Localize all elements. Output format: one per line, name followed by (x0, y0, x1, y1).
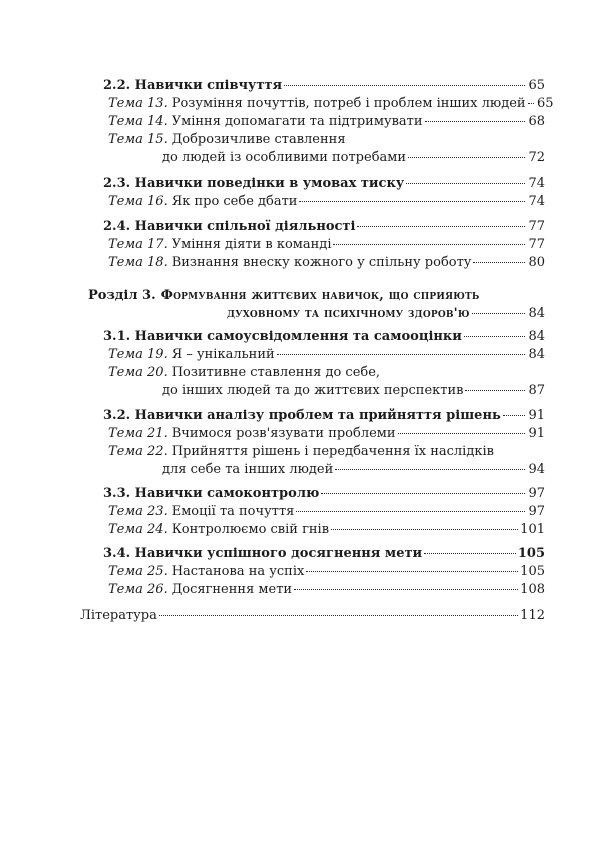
toc-page-number: 80 (528, 255, 545, 270)
toc-section-title: 2.4. Навички спільної діяльності (103, 219, 356, 234)
toc-page-number: 68 (528, 114, 545, 129)
dot-leader (503, 415, 525, 416)
toc-section-title: 3.3. Навички самоконтролю (103, 486, 320, 501)
toc-page-number: 108 (520, 582, 545, 597)
toc-tema-label: Тема 14. (108, 114, 168, 129)
toc-tema-label: Тема 21. (108, 426, 168, 441)
toc-tema-title: Позитивне ставлення до себе, (171, 365, 381, 380)
toc-section-title: 2.3. Навички поведінки в умовах тиску (103, 176, 405, 191)
dot-leader (277, 354, 525, 355)
toc-entry-tema-13[interactable] (108, 95, 554, 113)
toc-section-title: 2.2. Навички співчуття (103, 78, 283, 93)
dot-leader (473, 262, 525, 263)
toc-tema-label: Тема 23. (108, 504, 168, 519)
toc-entry-section-2-2[interactable] (103, 77, 545, 95)
dot-leader (306, 571, 518, 572)
toc-entry-tema-20[interactable] (108, 364, 545, 382)
toc-tema-label: Тема 18. (108, 255, 168, 270)
toc-entry-section-2-3[interactable] (103, 175, 545, 193)
toc-entry-tema-22[interactable] (108, 443, 545, 461)
toc-section-title: 3.4. Навички успішного досягнення мети (103, 546, 423, 561)
toc-tema-label: Тема 26. (108, 582, 168, 597)
toc-tema-label: Тема 19. (108, 347, 168, 362)
toc-entry-tema-16[interactable] (108, 193, 545, 211)
dot-leader (294, 589, 518, 590)
dot-leader (159, 615, 518, 616)
toc-page-number: 84 (528, 329, 545, 344)
toc-tema-title: Досягнення мети (171, 582, 293, 597)
toc-chapter-title: духовному та психічному здоров'ю (227, 306, 470, 321)
toc-page-number: 87 (528, 383, 545, 398)
toc-tema-label: Тема 13. (108, 96, 168, 111)
dot-leader (331, 529, 518, 530)
toc-entry-literature[interactable] (80, 607, 545, 625)
toc-tema-label: Тема 22. (108, 444, 168, 459)
toc-page-number: 77 (528, 219, 545, 234)
toc-page-number: 97 (528, 486, 545, 501)
dot-leader (464, 336, 525, 337)
toc-page-number: 94 (528, 462, 545, 477)
dot-leader (357, 226, 525, 227)
toc-entry-tema-21[interactable] (108, 425, 545, 443)
toc-page-number: 74 (528, 176, 545, 191)
dot-leader (296, 511, 525, 512)
toc-entry-section-3-2[interactable] (103, 407, 545, 425)
toc-page-number: 74 (528, 194, 545, 209)
toc-page-number: 84 (528, 347, 545, 362)
toc-tema-label: Тема 24. (108, 522, 168, 537)
toc-tema-title: для себе та інших людей (162, 462, 334, 477)
toc-tema-title: Настанова на успіх (171, 564, 305, 579)
toc-page-number: 105 (517, 546, 545, 561)
toc-entry-section-3-3[interactable] (103, 485, 545, 503)
toc-tema-title: Як про себе дбати (171, 194, 298, 209)
toc-tema-title: Уміння допомагати та підтримувати (171, 114, 423, 129)
toc-page-number: 97 (528, 504, 545, 519)
toc-tema-title: Вчимося розв'язувати проблеми (171, 426, 396, 441)
toc-tema-label: Тема 20. (108, 365, 168, 380)
toc-entry-tema-15[interactable] (108, 131, 545, 149)
dot-leader (528, 103, 534, 104)
toc-page-number: 91 (528, 408, 545, 423)
dot-leader (465, 390, 525, 391)
toc-entry-section-2-4[interactable] (103, 218, 545, 236)
toc-tema-title: Контролюємо свій гнів (171, 522, 330, 537)
toc-tema-title: Прийняття рішень і передбачення їх наслідків (171, 444, 494, 459)
dot-leader (406, 183, 525, 184)
toc-entry-tema-15-cont[interactable] (162, 149, 545, 167)
toc-page-number: 77 (528, 237, 545, 252)
dot-leader (425, 121, 525, 122)
toc-entry-tema-23[interactable] (108, 503, 545, 521)
toc-tema-title: Уміння діяти в команді (171, 237, 332, 252)
toc-tema-title: Розуміння почуттів, потреб і проблем інших людей (171, 96, 526, 111)
dot-leader (408, 157, 525, 158)
toc-entry-tema-17[interactable] (108, 236, 545, 254)
toc-tema-label: Тема 17. (108, 237, 168, 252)
toc-page-number: 112 (520, 608, 545, 623)
toc-entry-tema-24[interactable] (108, 521, 545, 539)
toc-entry-chapter-3-cont[interactable] (227, 305, 545, 323)
toc-page-number: 105 (520, 564, 545, 579)
toc-chapter-title: Формування життєвих навичок, що сприяють (160, 288, 480, 303)
toc-entry-section-3-4[interactable] (103, 545, 545, 563)
toc-page-number: 65 (528, 78, 545, 93)
toc-tema-title: до інших людей та до життєвих перспектив (162, 383, 464, 398)
toc-entry-tema-22-cont[interactable] (162, 461, 545, 479)
dot-leader (333, 244, 525, 245)
toc-tema-title: Визнання внеску кожного у спільну роботу (171, 255, 472, 270)
toc-entry-tema-14[interactable] (108, 113, 545, 131)
dot-leader (424, 553, 516, 554)
toc-entry-tema-19[interactable] (108, 346, 545, 364)
toc-chapter-label: Розділ 3. (88, 288, 156, 303)
toc-section-title: 3.2. Навички аналізу проблем та прийняття рішень (103, 408, 501, 423)
toc-section-title: 3.1. Навички самоусвідомлення та самооцінки (103, 329, 462, 344)
toc-tema-title: Я – унікальний (171, 347, 275, 362)
toc-entry-chapter-3[interactable] (88, 287, 545, 305)
dot-leader (398, 433, 525, 434)
toc-tema-label: Тема 25. (108, 564, 168, 579)
toc-entry-tema-26[interactable] (108, 581, 545, 599)
toc-page-number: 91 (528, 426, 545, 441)
toc-tema-title: до людей із особливими потребами (162, 150, 407, 165)
dot-leader (284, 85, 525, 86)
toc-page-number: 72 (528, 150, 545, 165)
toc-tema-title: Емоції та почуття (171, 504, 295, 519)
dot-leader (472, 313, 525, 314)
toc-entry-section-3-1[interactable] (103, 328, 545, 346)
toc-literature-title: Література (80, 608, 157, 623)
dot-leader (321, 493, 525, 494)
toc-page-number: 84 (528, 306, 545, 321)
toc-tema-title: Доброзичливе ставлення (171, 132, 346, 147)
toc-page-number: 101 (520, 522, 545, 537)
toc-tema-label: Тема 16. (108, 194, 168, 209)
dot-leader (299, 201, 525, 202)
toc-entry-tema-25[interactable] (108, 563, 545, 581)
toc-entry-tema-18[interactable] (108, 254, 545, 272)
toc-tema-label: Тема 15. (108, 132, 168, 147)
toc-entry-tema-20-cont[interactable] (162, 382, 545, 400)
dot-leader (335, 469, 525, 470)
toc-page-number: 65 (537, 96, 554, 111)
